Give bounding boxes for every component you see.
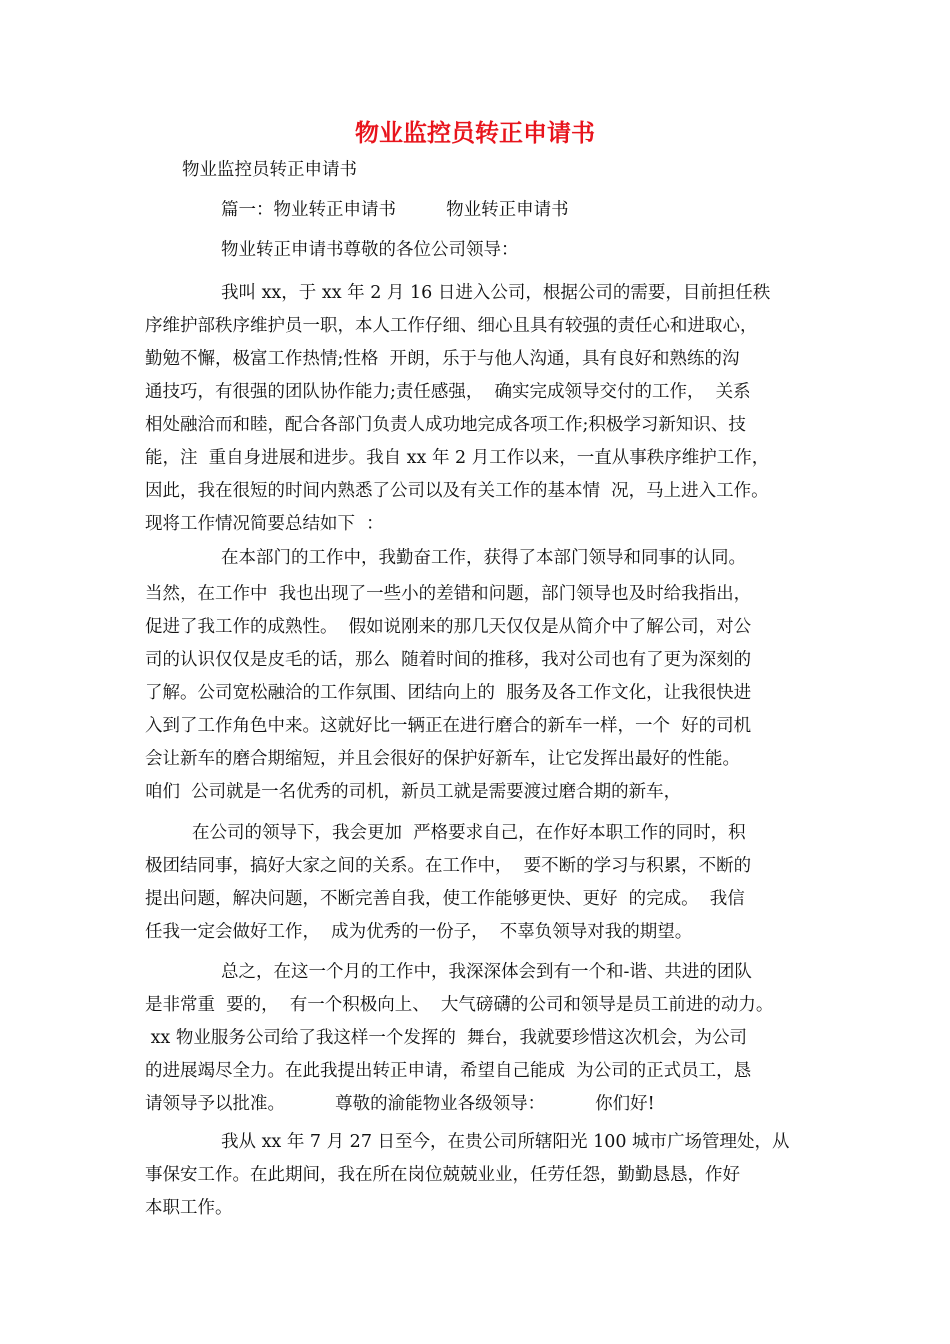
paragraph-4-line: 是非常重 要的， 有一个积极向上、 大气磅礴的公司和领导是员工前进的动力。 bbox=[145, 995, 774, 1015]
paragraph-1-line: 勤勉不懈，极富工作热情;性格 开朗，乐于与他人沟通，具有良好和熟练的沟 bbox=[145, 349, 740, 369]
section-heading: 篇一：物业转正申请书 物业转正申请书 bbox=[221, 200, 569, 220]
paragraph-4-line: 的进展竭尽全力。在此我提出转正申请，希望自己能成 为公司的正式员工，恳 bbox=[145, 1061, 752, 1081]
paragraph-5-line: 事保安工作。在此期间，我在所在岗位兢兢业业，任劳任怨，勤勤恳恳，作好 bbox=[145, 1165, 740, 1185]
paragraph-2-line: 在本部门的工作中，我勤奋工作，获得了本部门领导和同事的认同。 bbox=[221, 548, 746, 568]
paragraph-2-line: 会让新车的磨合期缩短，并且会很好的保护好新车，让它发挥出最好的性能。 bbox=[145, 749, 740, 769]
paragraph-1-line: 现将工作情况简要总结如下 ： bbox=[145, 514, 384, 534]
document-title: 物业监控员转正申请书 bbox=[355, 118, 595, 147]
paragraph-4-line: xx 物业服务公司给了我这样一个发挥的 舞台，我就要珍惜这次机会，为公司 bbox=[145, 1028, 747, 1048]
paragraph-3-line: 在公司的领导下，我会更加 严格要求自己，在作好本职工作的同时，积 bbox=[192, 823, 746, 843]
subtitle: 物业监控员转正申请书 bbox=[182, 160, 357, 180]
paragraph-2-line: 当然，在工作中 我也出现了一些小的差错和问题，部门领导也及时给我指出， bbox=[145, 584, 752, 604]
paragraph-2-line: 司的认识仅仅是皮毛的话，那么 随着时间的推移，我对公司也有了更为深刻的 bbox=[145, 650, 752, 670]
paragraph-1-line: 序维护部秩序维护员一职，本人工作仔细、细心且具有较强的责任心和进取心， bbox=[145, 316, 758, 336]
paragraph-4-line: 总之，在这一个月的工作中，我深深体会到有一个和-谐、共进的团队 bbox=[221, 962, 752, 982]
paragraph-2-line: 促进了我工作的成熟性。 假如说刚来的那几天仅仅是从简介中了解公司，对公 bbox=[145, 617, 752, 637]
paragraph-3-line: 提出问题，解决问题，不断完善自我，使工作能够更快、更好 的完成。 我信 bbox=[145, 889, 745, 909]
paragraph-4-line: 请领导予以批准。 尊敬的渝能物业各级领导： 你们好! bbox=[145, 1094, 655, 1114]
salutation: 物业转正申请书尊敬的各位公司领导： bbox=[221, 240, 519, 260]
paragraph-1-line: 相处融洽而和睦，配合各部门负责人成功地完成各项工作;积极学习新知识、技 bbox=[145, 415, 746, 435]
paragraph-1-line: 能，注 重自身进展和进步。我自 xx 年 2 月工作以来，一直从事秩序维护工作， bbox=[145, 448, 770, 468]
paragraph-3-line: 任我一定会做好工作， 成为优秀的一份子， 不辜负领导对我的期望。 bbox=[145, 922, 693, 942]
paragraph-5-line: 我从 xx 年 7 月 27 日至今，在贵公司所辖阳光 100 城市广场管理处，从 bbox=[221, 1132, 790, 1152]
paragraph-1-line: 因此，我在很短的时间内熟悉了公司以及有关工作的基本情 况，马上进入工作。 bbox=[145, 481, 769, 501]
paragraph-3-line: 极团结同事，搞好大家之间的关系。在工作中， 要不断的学习与积累，不断的 bbox=[145, 856, 752, 876]
paragraph-2-line: 咱们 公司就是一名优秀的司机，新员工就是需要渡过磨合期的新车， bbox=[145, 782, 682, 802]
paragraph-5-line: 本职工作。 bbox=[145, 1198, 233, 1218]
paragraph-2-line: 了解。公司宽松融洽的工作氛围、团结向上的 服务及各工作文化，让我很快进 bbox=[145, 683, 752, 703]
paragraph-1-line: 通技巧，有很强的团队协作能力;责任感强， 确实完成领导交付的工作， 关系 bbox=[145, 382, 751, 402]
paragraph-2-line: 入到了工作角色中来。这就好比一辆正在进行磨合的新车一样，一个 好的司机 bbox=[145, 716, 752, 736]
paragraph-1-line: 我叫 xx，于 xx 年 2 月 16 日进入公司，根据公司的需要，目前担任秩 bbox=[221, 283, 771, 303]
